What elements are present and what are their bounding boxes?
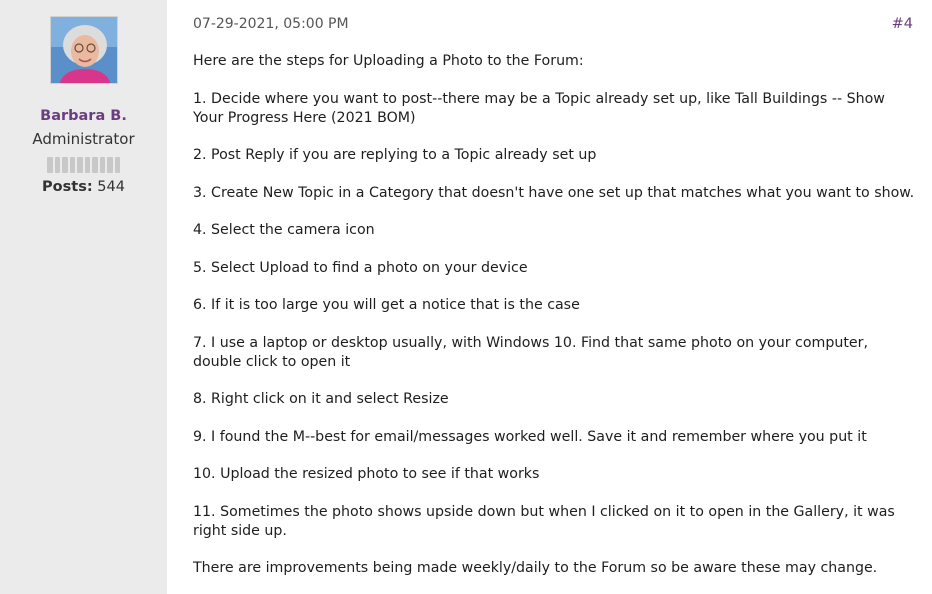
post-paragraph: 2. Post Reply if you are replying to a Topic already set up (193, 147, 597, 163)
post-paragraph: 6. If it is too large you will get a notice that is the case (193, 297, 580, 313)
post-paragraph: 4. Select the camera icon (193, 222, 375, 238)
post-number-link[interactable]: #4 (891, 16, 913, 32)
posts-count-value: 544 (97, 179, 125, 195)
post-date: 07-29-2021, 05:00 PM (193, 16, 349, 32)
avatar[interactable] (50, 16, 118, 84)
post-paragraph: 8. Right click on it and select Resize (193, 391, 449, 407)
post-body (193, 52, 919, 594)
post-paragraph: 10. Upload the resized photo to see if that works (193, 466, 540, 482)
avatar-image (51, 17, 118, 84)
post-paragraph: 7. I use a laptop or desktop usually, with Windows 10. Find that same photo on your computer, double click to open it (193, 334, 868, 370)
post-content (167, 0, 932, 594)
posts-label: Posts: (42, 179, 93, 195)
author-sidebar (0, 0, 167, 594)
post-paragraph: 9. I found the M--best for email/messages worked well. Save it and remember where you put it (193, 428, 867, 445)
post-paragraph: 11. Sometimes the photo shows upside down but when I clicked on it to open in the Gallery, it was right side up. (193, 503, 895, 539)
user-role: Administrator (32, 130, 135, 148)
reputation-bar (47, 157, 120, 173)
post-paragraph: 1. Decide where you want to post--there may be a Topic already set up, like Tall Buildings -- Show Your Progress Here (2021 BOM) (193, 90, 885, 126)
post-paragraph: 3. Create New Topic in a Category that doesn't have one set up that matches what you want to show. (193, 184, 915, 201)
username-link[interactable]: Barbara B. (40, 108, 127, 124)
post-paragraph: Here are the steps for Uploading a Photo to the Forum: (193, 53, 584, 69)
post-paragraph: There are improvements being made weekly/daily to the Forum so be aware these may change. (193, 560, 878, 576)
post-paragraph: 5. Select Upload to find a photo on your device (193, 259, 528, 276)
post-count (0, 179, 167, 195)
